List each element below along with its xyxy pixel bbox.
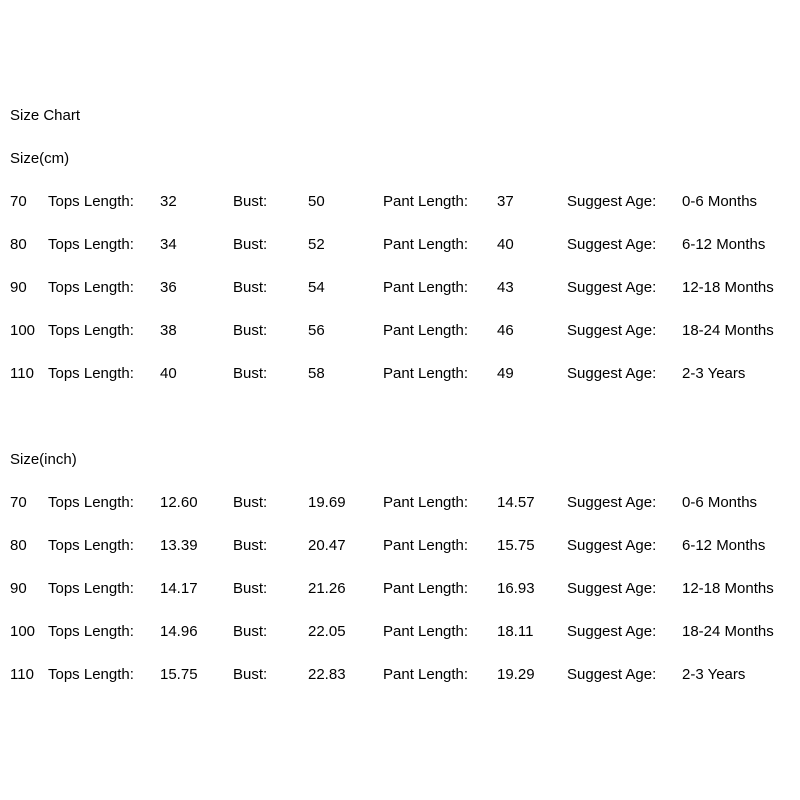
pant-length-label: Pant Length: <box>383 365 469 382</box>
bust-value: 19.69 <box>308 494 346 511</box>
pant-length-value: 16.93 <box>497 580 535 597</box>
section-gap <box>10 395 800 438</box>
suggest-age-label: Suggest Age: <box>567 365 657 382</box>
pant-length-label: Pant Length: <box>383 193 469 210</box>
page-title-text: Size Chart <box>10 107 81 124</box>
tops-length-value: 34 <box>160 236 177 253</box>
pant-length-label: Pant Length: <box>383 279 469 296</box>
tops-length-label: Tops Length: <box>48 580 134 597</box>
bust-label: Bust: <box>233 623 268 640</box>
tops-length-label: Tops Length: <box>48 494 134 511</box>
tops-length-label: Tops Length: <box>48 365 134 382</box>
tops-length-label: Tops Length: <box>48 236 134 253</box>
tops-length-label: Tops Length: <box>48 623 134 640</box>
suggest-age-value: 12-18 Months <box>682 279 774 296</box>
pant-length-label: Pant Length: <box>383 580 469 597</box>
tops-length-label: Tops Length: <box>48 537 134 554</box>
pant-length-label: Pant Length: <box>383 623 469 640</box>
suggest-age-value: 18-24 Months <box>682 322 774 339</box>
bust-label: Bust: <box>233 537 268 554</box>
size-value: 80 <box>10 537 27 554</box>
page-title <box>10 94 800 137</box>
bust-label: Bust: <box>233 494 268 511</box>
table-row <box>10 481 800 524</box>
bust-value: 58 <box>308 365 325 382</box>
pant-length-label: Pant Length: <box>383 494 469 511</box>
section-inch-heading <box>10 438 800 481</box>
suggest-age-value: 0-6 Months <box>682 494 758 511</box>
suggest-age-label: Suggest Age: <box>567 322 657 339</box>
table-row <box>10 610 800 653</box>
tops-length-value: 14.17 <box>160 580 198 597</box>
pant-length-value: 19.29 <box>497 666 535 683</box>
bust-label: Bust: <box>233 236 268 253</box>
pant-length-value: 43 <box>497 279 514 296</box>
table-row <box>10 180 800 223</box>
table-row <box>10 352 800 395</box>
bust-value: 22.83 <box>308 666 346 683</box>
table-row <box>10 653 800 696</box>
pant-length-value: 15.75 <box>497 537 535 554</box>
bust-value: 21.26 <box>308 580 346 597</box>
suggest-age-value: 6-12 Months <box>682 236 766 253</box>
tops-length-value: 15.75 <box>160 666 198 683</box>
section-cm-rows <box>10 180 800 395</box>
tops-length-label: Tops Length: <box>48 279 134 296</box>
suggest-age-value: 6-12 Months <box>682 537 766 554</box>
tops-length-label: Tops Length: <box>48 666 134 683</box>
pant-length-value: 18.11 <box>497 623 534 640</box>
section-cm <box>10 137 800 395</box>
suggest-age-label: Suggest Age: <box>567 537 657 554</box>
section-inch <box>10 438 800 696</box>
bust-label: Bust: <box>233 193 268 210</box>
table-row <box>10 266 800 309</box>
section-cm-heading-text: Size(cm) <box>10 150 70 167</box>
suggest-age-label: Suggest Age: <box>567 236 657 253</box>
tops-length-value: 12.60 <box>160 494 198 511</box>
pant-length-label: Pant Length: <box>383 666 469 683</box>
bust-label: Bust: <box>233 365 268 382</box>
size-value: 110 <box>10 365 34 382</box>
size-value: 100 <box>10 623 36 640</box>
size-value: 100 <box>10 322 36 339</box>
suggest-age-label: Suggest Age: <box>567 494 657 511</box>
bust-label: Bust: <box>233 580 268 597</box>
table-row <box>10 524 800 567</box>
bust-value: 52 <box>308 236 325 253</box>
size-value: 70 <box>10 193 27 210</box>
tops-length-value: 36 <box>160 279 177 296</box>
pant-length-value: 46 <box>497 322 514 339</box>
suggest-age-value: 18-24 Months <box>682 623 774 640</box>
bust-label: Bust: <box>233 279 268 296</box>
section-inch-heading-text: Size(inch) <box>10 451 77 468</box>
pant-length-label: Pant Length: <box>383 322 469 339</box>
bust-value: 54 <box>308 279 325 296</box>
bust-value: 20.47 <box>308 537 346 554</box>
suggest-age-value: 2-3 Years <box>682 365 746 382</box>
section-cm-heading <box>10 137 800 180</box>
tops-length-value: 14.96 <box>160 623 198 640</box>
pant-length-value: 14.57 <box>497 494 535 511</box>
suggest-age-label: Suggest Age: <box>567 666 657 683</box>
pant-length-label: Pant Length: <box>383 236 469 253</box>
suggest-age-label: Suggest Age: <box>567 623 657 640</box>
pant-length-value: 49 <box>497 365 514 382</box>
size-value: 90 <box>10 580 27 597</box>
section-inch-rows <box>10 481 800 696</box>
bust-label: Bust: <box>233 666 268 683</box>
pant-length-value: 40 <box>497 236 514 253</box>
bust-value: 50 <box>308 193 325 210</box>
suggest-age-value: 12-18 Months <box>682 580 774 597</box>
tops-length-value: 38 <box>160 322 177 339</box>
bust-value: 56 <box>308 322 325 339</box>
tops-length-label: Tops Length: <box>48 322 134 339</box>
suggest-age-value: 2-3 Years <box>682 666 746 683</box>
suggest-age-value: 0-6 Months <box>682 193 758 210</box>
tops-length-value: 32 <box>160 193 177 210</box>
size-value: 110 <box>10 666 34 683</box>
pant-length-value: 37 <box>497 193 514 210</box>
size-value: 80 <box>10 236 27 253</box>
bust-value: 22.05 <box>308 623 346 640</box>
table-row <box>10 309 800 352</box>
suggest-age-label: Suggest Age: <box>567 279 657 296</box>
bust-label: Bust: <box>233 322 268 339</box>
suggest-age-label: Suggest Age: <box>567 580 657 597</box>
tops-length-value: 40 <box>160 365 177 382</box>
size-value: 90 <box>10 279 27 296</box>
size-value: 70 <box>10 494 27 511</box>
table-row <box>10 223 800 266</box>
pant-length-label: Pant Length: <box>383 537 469 554</box>
suggest-age-label: Suggest Age: <box>567 193 657 210</box>
tops-length-value: 13.39 <box>160 537 198 554</box>
tops-length-label: Tops Length: <box>48 193 134 210</box>
table-row <box>10 567 800 610</box>
